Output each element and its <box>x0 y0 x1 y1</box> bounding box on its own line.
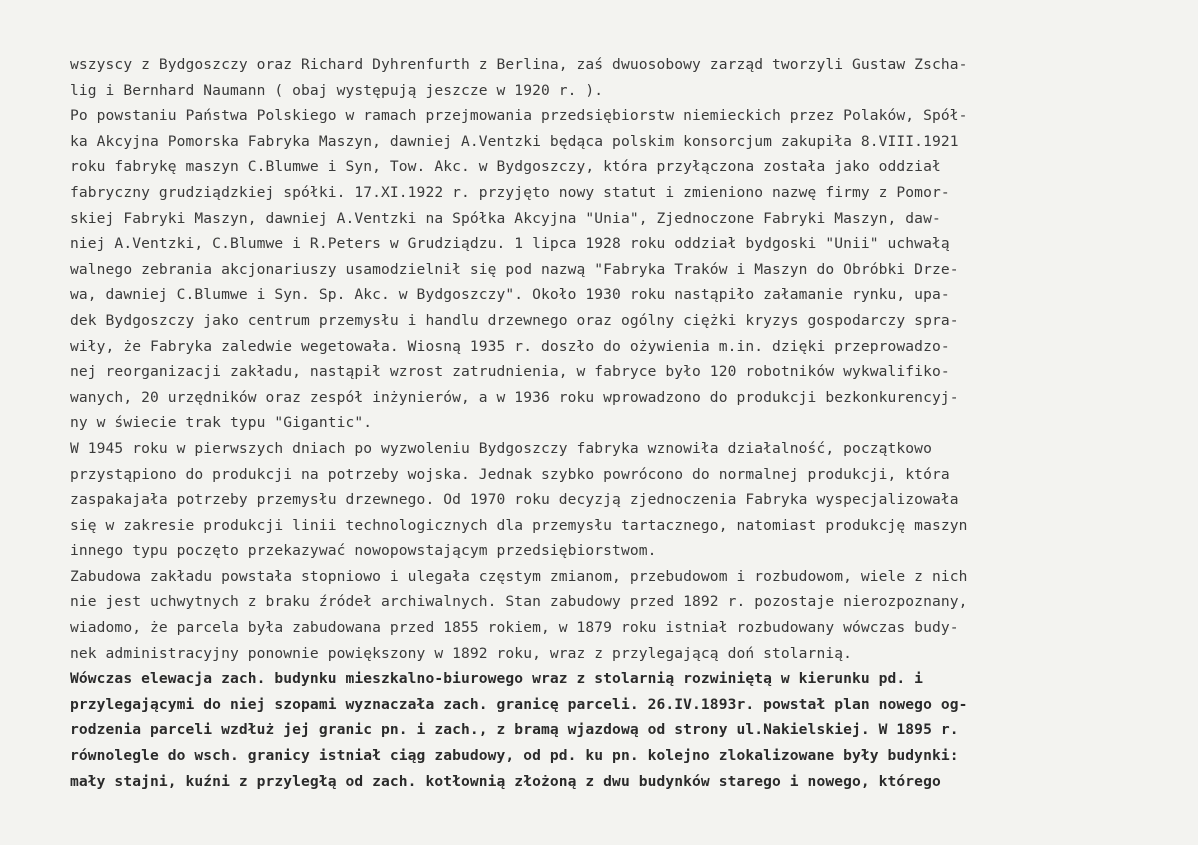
text-line: wiły, że Fabryka zaledwie wegetowała. Wiosną 1935 r. doszło do ożywienia m.in. dzięki przeprowadzo- <box>70 337 950 355</box>
text-line: dek Bydgoszczy jako centrum przemysłu i handlu drzewnego oraz ogólny ciężki kryzys gospodarczy spra- <box>70 311 959 329</box>
text-line: przylegającymi do niej szopami wyznaczała zach. granicę parceli. 26.IV.1893r. powstał plan nowego og- <box>70 695 968 713</box>
text-line: się w zakresie produkcji linii technologicznych dla przemysłu tartacznego, natomiast produkcję maszyn <box>70 516 968 534</box>
text-line: Po powstaniu Państwa Polskiego w ramach przejmowania przedsiębiorstw niemieckich przez Polaków, Spół- <box>70 107 968 125</box>
text-line: nek administracyjny ponownie powiększony w 1892 roku, wraz z przylegającą doń stolarnią. <box>70 644 852 662</box>
text-line: fabryczny grudziądzkiej spółki. 17.XI.1922 r. przyjęto nowy statut i zmieniono nazwę firmy z Pomor- <box>70 183 950 201</box>
text-line: ka Akcyjna Pomorska Fabryka Maszyn, dawniej A.Ventzki będąca polskim konsorcjum zakupiła 8.VIII.1921 <box>70 132 959 150</box>
text-line: wanych, 20 urzędników oraz zespół inżynierów, a w 1936 roku wprowadzono do produkcji bezkonkurencyj- <box>70 388 959 406</box>
text-line: przystąpiono do produkcji na potrzeby wojska. Jednak szybko powrócono do normalnej produkcji, która <box>70 465 950 483</box>
text-line: roku fabrykę maszyn C.Blumwe i Syn, Tow. Akc. w Bydgoszczy, która przyłączona została jako oddział <box>70 158 941 176</box>
text-line: Zabudowa zakładu powstała stopniowo i ulegała częstym zmianom, przebudowom i rozbudowom, wiele z nich <box>70 567 968 585</box>
text-line: walnego zebrania akcjonariuszy usamodzielnił się pod nazwą "Fabryka Traków i Maszyn do Obróbki Drze- <box>70 260 959 278</box>
text-line: innego typu poczęto przekazywać nowopowstającym przedsiębiorstwom. <box>70 542 657 560</box>
text-line: mały stajni, kuźni z przyległą od zach. kotłownią złożoną z dwu budynków starego i nowego, którego <box>70 772 941 790</box>
text-line: wszyscy z Bydgoszczy oraz Richard Dyhrenfurth z Berlina, zaś dwuosobowy zarząd tworzyli Gustaw Zscha- <box>70 56 968 73</box>
text-line: W 1945 roku w pierwszych dniach po wyzwoleniu Bydgoszczy fabryka wznowiła działalność, początkowo <box>70 439 932 457</box>
text-line: wiadomo, że parcela była zabudowana przed 1855 rokiem, w 1879 roku istniał rozbudowany wówczas budy- <box>70 619 959 637</box>
text-line: równolegle do wsch. granicy istniał ciąg zabudowy, od pd. ku pn. kolejno zlokalizowane były budynki: <box>70 747 959 765</box>
text-line: nej reorganizacji zakładu, nastąpił wzrost zatrudnienia, w fabryce było 120 robotników wykwalifiko- <box>70 363 950 381</box>
text-line: zaspakajała potrzeby przemysłu drzewnego. Od 1970 roku decyzją zjednoczenia Fabryka wyspecjalizowała <box>70 491 959 509</box>
text-line: Wówczas elewacja zach. budynku mieszkalno-biurowego wraz z stolarnią rozwiniętą w kierunku pd. i <box>70 670 924 688</box>
document-text <box>70 52 1160 794</box>
text-line: nie jest uchwytnych z braku źródeł archiwalnych. Stan zabudowy przed 1892 r. pozostaje nierozpoznany, <box>70 593 968 611</box>
text-line: ny w świecie trak typu "Gigantic". <box>70 414 373 432</box>
text-line: rodzenia parceli wzdłuż jej granic pn. i zach., z bramą wjazdową od strony ul.Nakielskiej. W 1895 r. <box>70 721 959 739</box>
text-line: niej A.Ventzki, C.Blumwe i R.Peters w Grudziądzu. 1 lipca 1928 roku oddział bydgoski "Unii" uchwałą <box>70 235 950 253</box>
text-line: lig i Bernhard Naumann ( obaj występują jeszcze w 1920 r. ). <box>70 81 604 99</box>
text-line: wa, dawniej C.Blumwe i Syn. Sp. Akc. w Bydgoszczy". Około 1930 roku nastąpiło załamanie rynku, upa- <box>70 286 950 304</box>
text-line: skiej Fabryki Maszyn, dawniej A.Ventzki na Spółka Akcyjna "Unia", Zjednoczone Fabryki Maszyn, daw- <box>70 209 941 227</box>
